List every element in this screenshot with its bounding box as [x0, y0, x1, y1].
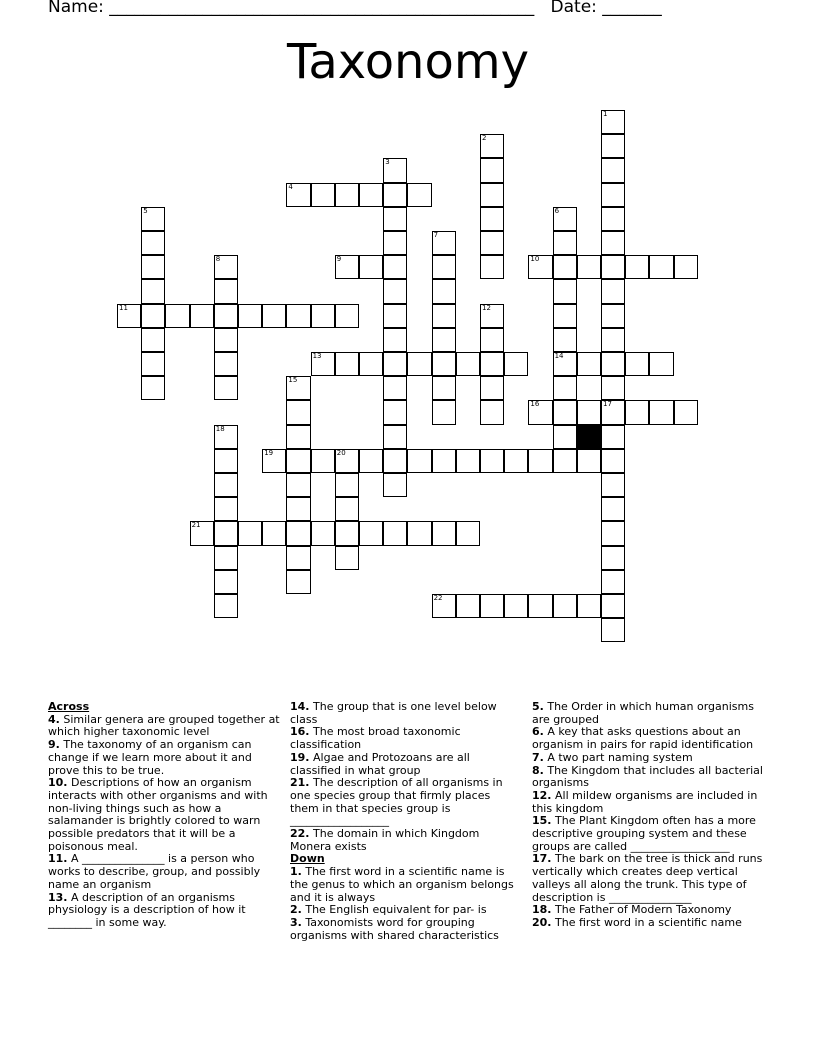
date-label: Date: — [550, 0, 597, 17]
clue-text: The Order in which human organisms are grouped — [532, 700, 754, 726]
grid-cell[interactable] — [359, 255, 383, 279]
grid-cell[interactable] — [407, 352, 431, 376]
clue-num: 7. — [532, 750, 544, 764]
clue-text: The Kingdom that includes all bacterial organisms — [532, 763, 763, 790]
grid-cell[interactable] — [335, 449, 359, 473]
down-clue — [532, 726, 764, 751]
grid-cell[interactable] — [480, 158, 504, 182]
clue-number: 5 — [143, 206, 148, 215]
clue-text: A key that asks questions about an organism in pairs for rapid identification — [532, 725, 754, 752]
grid-cell[interactable] — [335, 521, 359, 545]
grid-cell[interactable] — [117, 304, 141, 328]
clue-number: 9 — [336, 255, 342, 264]
grid-cell[interactable] — [214, 546, 238, 570]
across-clue — [290, 828, 522, 853]
grid-cell[interactable] — [577, 255, 601, 279]
down-clue — [290, 866, 522, 904]
clue-number: 16 — [530, 400, 540, 409]
grid-cell[interactable] — [214, 521, 238, 545]
clue-number: 11 — [119, 303, 128, 312]
grid-cell[interactable] — [553, 376, 577, 400]
grid-cell[interactable] — [528, 255, 552, 279]
clue-number: 14 — [554, 352, 564, 360]
clue-number: 13 — [312, 352, 322, 360]
clue-number: 3 — [385, 158, 390, 167]
grid-cell[interactable] — [480, 400, 504, 424]
clue-num: 11. — [48, 852, 68, 866]
grid-cell[interactable] — [141, 207, 165, 231]
grid-cell[interactable] — [432, 279, 456, 303]
grid-cell[interactable] — [286, 304, 310, 328]
grid-cell[interactable] — [383, 449, 407, 473]
clue-number: 19 — [264, 448, 274, 457]
clue-num: 19. — [290, 750, 310, 764]
grid-cell[interactable] — [577, 594, 601, 618]
black-square — [577, 425, 601, 449]
grid-cell[interactable] — [553, 255, 577, 279]
clue-num: 10. — [48, 776, 68, 790]
grid-cell[interactable] — [601, 134, 625, 158]
grid-cell[interactable] — [190, 304, 214, 328]
grid-cell[interactable] — [601, 497, 625, 521]
grid-cell[interactable] — [601, 618, 625, 642]
grid-cell[interactable] — [383, 473, 407, 497]
clue-number: 20 — [336, 448, 346, 457]
grid-cell[interactable] — [286, 425, 310, 449]
clue-text: Algae and Protozoans are all classified in what group — [290, 750, 470, 777]
grid-cell[interactable] — [553, 352, 577, 376]
clue-number: 22 — [433, 594, 443, 602]
across-clue — [48, 892, 280, 930]
clue-number: 2 — [482, 134, 487, 143]
grid-cell[interactable] — [214, 473, 238, 497]
grid-cell[interactable] — [311, 521, 335, 545]
grid-cell[interactable] — [141, 279, 165, 303]
clue-num: 12. — [532, 788, 552, 802]
grid-cell[interactable] — [553, 400, 577, 424]
across-clue — [290, 777, 522, 828]
clue-text: A description of an organisms physiology is a description of how it ________ in some way. — [48, 890, 246, 929]
grid-cell[interactable] — [141, 328, 165, 352]
grid-cell[interactable] — [456, 449, 480, 473]
clue-number: 7 — [433, 231, 439, 239]
down-clues-part-2 — [532, 701, 764, 930]
clue-number: 10 — [530, 255, 540, 264]
grid-cell[interactable] — [480, 183, 504, 207]
grid-cell[interactable] — [432, 594, 456, 618]
grid-cell[interactable] — [528, 594, 552, 618]
grid-cell[interactable] — [480, 231, 504, 255]
clue-column-1 — [48, 701, 280, 930]
date-blank[interactable]: _______ — [602, 0, 662, 17]
grid-cell[interactable] — [577, 449, 601, 473]
grid-cell[interactable] — [601, 546, 625, 570]
grid-cell[interactable] — [601, 110, 625, 134]
down-heading: Down — [290, 852, 325, 866]
grid-cell[interactable] — [335, 546, 359, 570]
clue-text: The Plant Kingdom often has a more descriptive grouping system and these groups are called __________________ — [532, 814, 756, 853]
grid-cell[interactable] — [359, 352, 383, 376]
clue-text: Similar genera are grouped together at which higher taxonomic level — [48, 712, 280, 739]
clue-text: The group that is one level below class — [290, 700, 497, 726]
grid-cell[interactable] — [286, 473, 310, 497]
grid-cell[interactable] — [286, 449, 310, 473]
clue-number: 6 — [554, 206, 560, 215]
grid-cell[interactable] — [407, 521, 431, 545]
grid-cell[interactable] — [335, 304, 359, 328]
clue-column-2 — [290, 701, 522, 942]
grid-cell[interactable] — [383, 425, 407, 449]
grid-cell[interactable] — [674, 255, 698, 279]
grid-cell[interactable] — [601, 183, 625, 207]
down-clue — [532, 815, 764, 853]
down-clue — [532, 765, 764, 790]
grid-cell[interactable] — [238, 304, 262, 328]
across-clue — [48, 853, 280, 891]
grid-cell[interactable] — [601, 473, 625, 497]
down-clue — [532, 701, 764, 726]
grid-cell[interactable] — [238, 521, 262, 545]
grid-cell[interactable] — [480, 255, 504, 279]
clue-num: 6. — [532, 725, 544, 739]
clue-column-3 — [532, 701, 764, 930]
clue-text: A _______________ is a person who works to describe, group, and possibly name an organism — [48, 852, 261, 891]
down-clue — [532, 917, 764, 930]
clue-number: 18 — [215, 424, 225, 433]
clue-num: 5. — [532, 700, 544, 713]
grid-cell[interactable] — [456, 352, 480, 376]
down-clue — [532, 790, 764, 815]
grid-cell[interactable] — [286, 570, 310, 594]
clue-text: Taxonomists word for grouping organisms with shared characteristics — [290, 915, 499, 942]
down-clues-part-1 — [290, 866, 522, 942]
grid-cell[interactable] — [601, 449, 625, 473]
grid-cell[interactable] — [214, 304, 238, 328]
clue-number: 8 — [215, 255, 221, 264]
grid-cell[interactable] — [456, 594, 480, 618]
grid-cell[interactable] — [262, 304, 286, 328]
grid-cell[interactable] — [432, 521, 456, 545]
grid-cell[interactable] — [601, 594, 625, 618]
grid-cell[interactable] — [553, 425, 577, 449]
grid-cell[interactable] — [432, 400, 456, 424]
grid-cell[interactable] — [359, 449, 383, 473]
grid-cell[interactable] — [649, 400, 673, 424]
grid-cell[interactable] — [407, 183, 431, 207]
clue-text: The most broad taxonomic classification — [290, 725, 461, 752]
grid-cell[interactable] — [577, 400, 601, 424]
grid-cell[interactable] — [601, 328, 625, 352]
grid-cell[interactable] — [286, 183, 310, 207]
grid-cell[interactable] — [335, 183, 359, 207]
grid-cell[interactable] — [407, 449, 431, 473]
across-clue — [290, 726, 522, 751]
grid-cell[interactable] — [383, 400, 407, 424]
grid-cell[interactable] — [480, 134, 504, 158]
grid-cell[interactable] — [214, 425, 238, 449]
across-clue — [290, 752, 522, 777]
grid-cell[interactable] — [214, 594, 238, 618]
grid-cell[interactable] — [480, 594, 504, 618]
grid-cell[interactable] — [553, 328, 577, 352]
grid-cell[interactable] — [383, 158, 407, 182]
grid-cell[interactable] — [504, 352, 528, 376]
grid-cell[interactable] — [141, 304, 165, 328]
grid-cell[interactable] — [214, 570, 238, 594]
grid-cell[interactable] — [286, 400, 310, 424]
name-blank[interactable]: __________________________________________________ — [109, 0, 535, 17]
clue-number: 4 — [288, 182, 293, 191]
grid-cell[interactable] — [577, 352, 601, 376]
grid-cell[interactable] — [553, 207, 577, 231]
grid-cell[interactable] — [286, 376, 310, 400]
grid-cell[interactable] — [214, 352, 238, 376]
clue-num: 21. — [290, 776, 310, 790]
clue-number: 12 — [482, 303, 491, 312]
grid-cell[interactable] — [214, 449, 238, 473]
down-clue — [290, 917, 522, 942]
across-clues-part-1 — [48, 714, 280, 930]
clue-text: The domain in which Kingdom Monera exists — [290, 827, 480, 853]
clue-num: 20. — [532, 915, 552, 929]
grid-cell[interactable] — [553, 449, 577, 473]
grid-cell[interactable] — [383, 183, 407, 207]
clue-text: The Father of Modern Taxonomy — [555, 903, 732, 917]
grid-cell[interactable] — [674, 400, 698, 424]
grid-cell[interactable] — [359, 521, 383, 545]
grid-cell[interactable] — [432, 328, 456, 352]
across-clues-part-2 — [290, 701, 522, 853]
grid-cell[interactable] — [311, 183, 335, 207]
grid-cell[interactable] — [601, 158, 625, 182]
grid-cell[interactable] — [432, 231, 456, 255]
grid-cell[interactable] — [601, 304, 625, 328]
clue-text: A two part naming system — [547, 750, 693, 764]
grid-cell[interactable] — [383, 304, 407, 328]
grid-cell[interactable] — [383, 352, 407, 376]
grid-cell[interactable] — [311, 449, 335, 473]
grid-cell[interactable] — [480, 352, 504, 376]
grid-cell[interactable] — [383, 521, 407, 545]
grid-cell[interactable] — [214, 279, 238, 303]
grid-cell[interactable] — [480, 328, 504, 352]
name-label: Name: — [48, 0, 104, 17]
clue-num: 14. — [290, 700, 310, 713]
clue-number: 21 — [191, 521, 201, 530]
clue-num: 16. — [290, 725, 310, 739]
grid-cell[interactable] — [504, 594, 528, 618]
clue-text: Descriptions of how an organism interacts with other organisms and with non-living things such as how a salamander is brightly colored to warn possible predators that it will be a poisonous meal. — [48, 776, 268, 853]
clue-text: The English equivalent for par- is — [305, 903, 487, 917]
grid-cell[interactable] — [601, 207, 625, 231]
clue-num: 18. — [532, 903, 552, 917]
grid-cell[interactable] — [432, 255, 456, 279]
page-title: Taxonomy — [286, 34, 530, 90]
clue-text: The taxonomy of an organism can change if we learn more about it and prove this to be true. — [48, 738, 252, 777]
grid-cell[interactable] — [383, 376, 407, 400]
grid-cell[interactable] — [601, 400, 625, 424]
grid-cell[interactable] — [141, 231, 165, 255]
grid-cell[interactable] — [432, 304, 456, 328]
grid-cell[interactable] — [649, 352, 673, 376]
grid-cell[interactable] — [335, 473, 359, 497]
grid-cell[interactable] — [383, 328, 407, 352]
grid-cell[interactable] — [335, 255, 359, 279]
grid-cell[interactable] — [601, 231, 625, 255]
clue-text: The bark on the tree is thick and runs vertically which creates deep vertical valleys all along the trunk. This type of description is _______________ — [532, 852, 763, 904]
grid-cell[interactable] — [528, 449, 552, 473]
grid-cell[interactable] — [432, 352, 456, 376]
grid-cell[interactable] — [601, 255, 625, 279]
clue-num: 15. — [532, 814, 552, 828]
grid-cell[interactable] — [528, 400, 552, 424]
grid-cell[interactable] — [141, 255, 165, 279]
grid-cell[interactable] — [625, 352, 649, 376]
grid-cell[interactable] — [141, 352, 165, 376]
grid-cell[interactable] — [359, 183, 383, 207]
grid-cell[interactable] — [335, 352, 359, 376]
grid-cell[interactable] — [432, 449, 456, 473]
grid-cell[interactable] — [553, 304, 577, 328]
grid-cell[interactable] — [335, 497, 359, 521]
grid-cell[interactable] — [141, 376, 165, 400]
grid-cell[interactable] — [625, 255, 649, 279]
grid-cell[interactable] — [286, 546, 310, 570]
grid-cell[interactable] — [480, 449, 504, 473]
clue-number: 1 — [603, 110, 608, 118]
clue-num: 3. — [290, 915, 302, 929]
clue-num: 2. — [290, 903, 302, 917]
grid-cell[interactable] — [625, 400, 649, 424]
grid-cell[interactable] — [214, 376, 238, 400]
grid-cell[interactable] — [553, 594, 577, 618]
grid-cell[interactable] — [214, 497, 238, 521]
grid-cell[interactable] — [262, 449, 286, 473]
grid-cell[interactable] — [601, 425, 625, 449]
across-clue — [48, 714, 280, 739]
grid-cell[interactable] — [190, 521, 214, 545]
grid-cell[interactable] — [649, 255, 673, 279]
grid-cell[interactable] — [601, 521, 625, 545]
grid-cell[interactable] — [601, 352, 625, 376]
clue-number: 17 — [603, 400, 612, 409]
across-clue — [48, 777, 280, 853]
grid-cell[interactable] — [214, 255, 238, 279]
grid-cell[interactable] — [601, 279, 625, 303]
grid-cell[interactable] — [383, 207, 407, 231]
across-heading: Across — [48, 700, 90, 713]
grid-cell[interactable] — [262, 521, 286, 545]
grid-cell[interactable] — [553, 231, 577, 255]
grid-cell[interactable] — [286, 521, 310, 545]
grid-cell[interactable] — [601, 376, 625, 400]
down-clue — [532, 853, 764, 904]
grid-cell[interactable] — [383, 279, 407, 303]
grid-cell[interactable] — [432, 376, 456, 400]
grid-cell[interactable] — [480, 376, 504, 400]
clue-text: All mildew organisms are included in this kingdom — [532, 788, 758, 815]
clue-num: 1. — [290, 865, 302, 879]
clue-num: 13. — [48, 890, 68, 904]
clue-num: 4. — [48, 712, 60, 726]
clue-num: 8. — [532, 763, 544, 777]
grid-cell[interactable] — [286, 497, 310, 521]
grid-cell[interactable] — [456, 521, 480, 545]
across-clue — [290, 701, 522, 726]
clue-text: The first word in a scientific name is the genus to which an organism belongs and it is always — [290, 865, 514, 904]
across-clue — [48, 739, 280, 777]
clue-text: The first word in a scientific name — [555, 915, 742, 929]
grid-cell[interactable] — [165, 304, 189, 328]
grid-cell[interactable] — [383, 231, 407, 255]
clue-num: 22. — [290, 827, 310, 841]
grid-cell[interactable] — [601, 570, 625, 594]
grid-cell[interactable] — [214, 328, 238, 352]
clue-text: The description of all organisms in one species group that firmly places them in that species group is __________________ — [290, 776, 503, 828]
grid-cell[interactable] — [553, 279, 577, 303]
grid-cell[interactable] — [480, 304, 504, 328]
grid-cell[interactable] — [504, 449, 528, 473]
grid-cell[interactable] — [480, 207, 504, 231]
clue-num: 17. — [532, 852, 552, 866]
grid-cell[interactable] — [311, 352, 335, 376]
grid-cell[interactable] — [311, 304, 335, 328]
clue-num: 9. — [48, 738, 60, 752]
clue-number: 15 — [288, 376, 298, 385]
grid-cell[interactable] — [383, 255, 407, 279]
